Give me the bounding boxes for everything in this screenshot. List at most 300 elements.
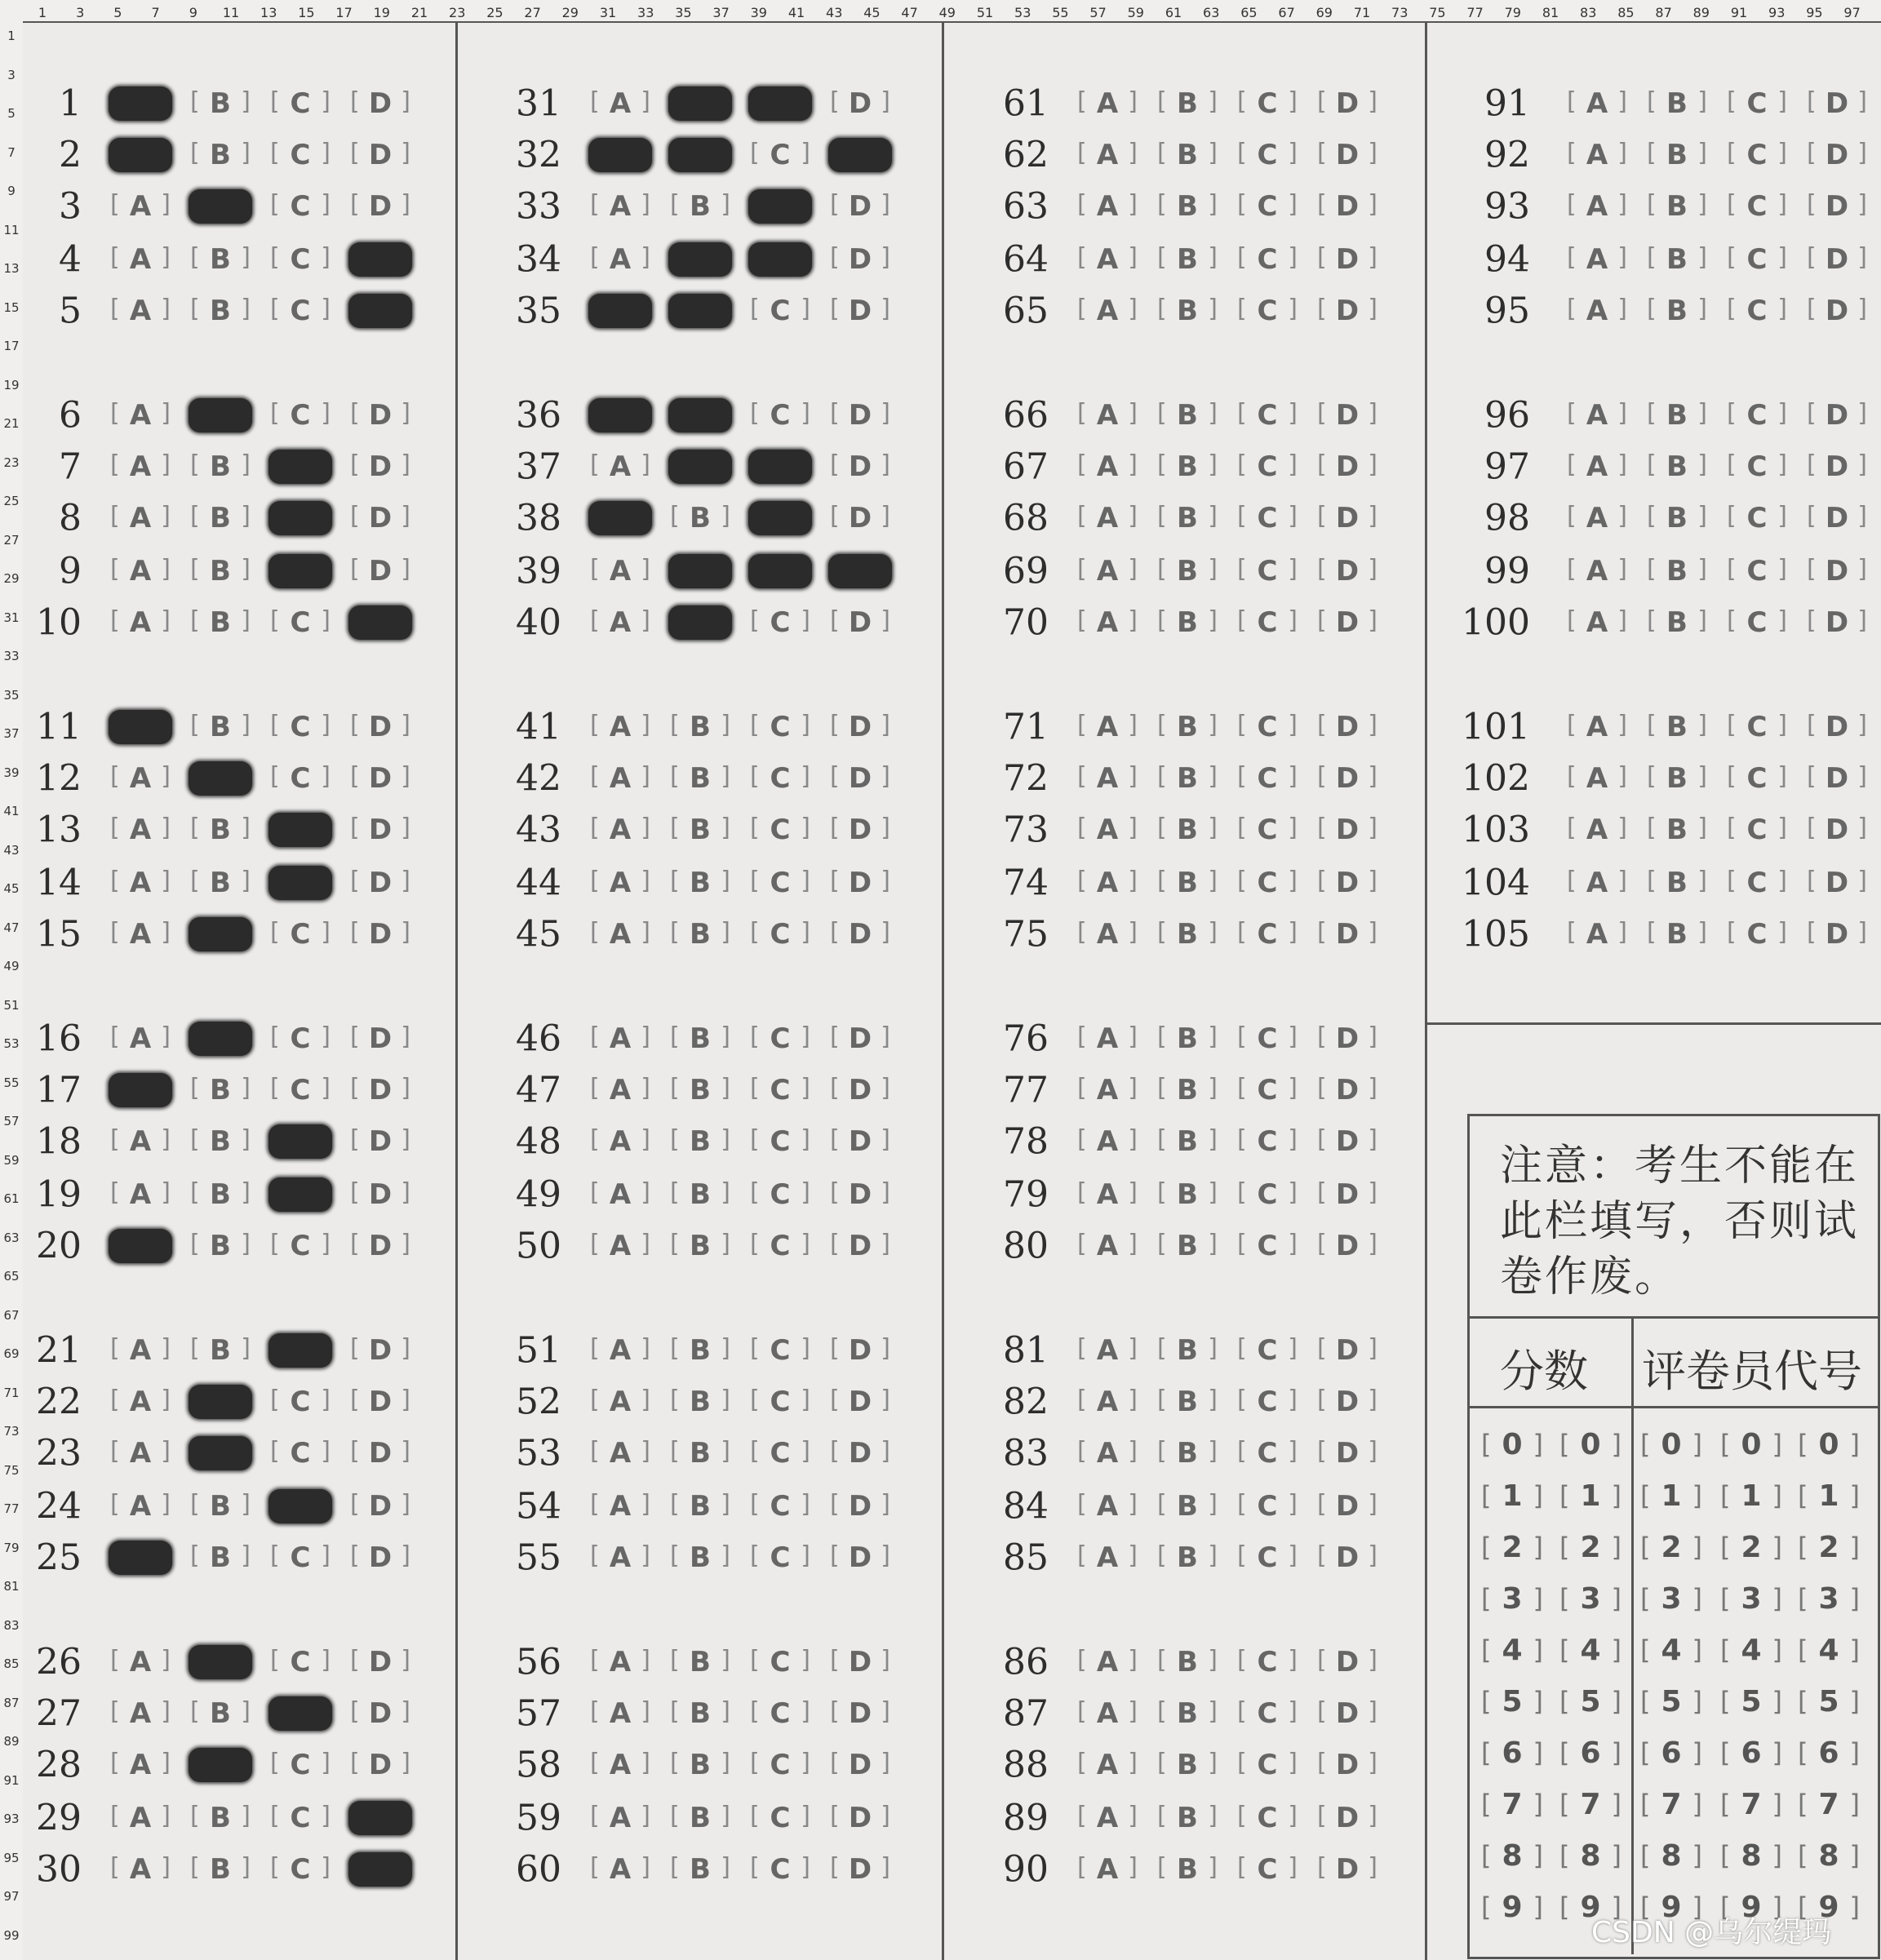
answer-bubble-c[interactable]: [ C ]	[748, 866, 812, 900]
answer-bubble-b[interactable]: [ B ]	[189, 1801, 252, 1835]
answer-bubble-a[interactable]: [ A ]	[1076, 1022, 1139, 1056]
answer-bubble-b[interactable]: [ B ]	[1156, 813, 1219, 847]
answer-bubble-a[interactable]: [ A ]	[1076, 1229, 1139, 1263]
answer-bubble-c[interactable]: [ C ]	[1725, 866, 1789, 900]
answer-bubble-a[interactable]: [ A ]	[1565, 86, 1629, 121]
answer-bubble-a[interactable]: [ A ]	[1076, 1124, 1139, 1159]
answer-bubble-a[interactable]: [ A ]	[588, 450, 652, 484]
answer-bubble-a[interactable]: [ A ]	[1565, 605, 1629, 640]
answer-bubble-b[interactable]: [ B ]	[189, 1852, 252, 1887]
answer-bubble-d[interactable]: [ D ]	[828, 605, 892, 640]
answer-bubble-a[interactable]: [ A ]	[109, 917, 172, 951]
digit-bubble[interactable]: [ 7 ]	[1558, 1786, 1623, 1822]
answer-bubble-b[interactable]: [ B ]	[1156, 554, 1219, 588]
answer-bubble-d[interactable]: [ D ]	[1315, 1801, 1379, 1835]
answer-bubble-c[interactable]: [ C ]	[1725, 554, 1789, 588]
answer-bubble-c[interactable]	[268, 554, 332, 588]
answer-bubble-b[interactable]: [ B ]	[1156, 761, 1219, 796]
answer-bubble-d[interactable]: [ D ]	[828, 1748, 892, 1782]
digit-bubble[interactable]: [ 3 ]	[1719, 1581, 1784, 1616]
answer-bubble-c[interactable]	[268, 450, 332, 484]
answer-bubble-c[interactable]: [ C ]	[1236, 189, 1299, 224]
answer-bubble-b[interactable]: [ B ]	[668, 710, 732, 744]
answer-bubble-c[interactable]: [ C ]	[1725, 189, 1789, 224]
answer-bubble-d[interactable]: [ D ]	[348, 554, 412, 588]
answer-bubble-c[interactable]	[748, 501, 812, 535]
answer-bubble-d[interactable]: [ D ]	[1315, 1696, 1379, 1731]
answer-bubble-b[interactable]: [ B ]	[1156, 866, 1219, 900]
answer-bubble-c[interactable]: [ C ]	[1725, 761, 1789, 796]
answer-bubble-d[interactable]: [ D ]	[828, 189, 892, 224]
answer-bubble-b[interactable]: [ B ]	[189, 1124, 252, 1159]
answer-bubble-c[interactable]: [ C ]	[1236, 1177, 1299, 1212]
answer-bubble-b[interactable]: [ B ]	[1645, 605, 1709, 640]
answer-bubble-d[interactable]: [ D ]	[1805, 554, 1869, 588]
answer-bubble-d[interactable]: [ D ]	[1315, 1541, 1379, 1575]
answer-bubble-b[interactable]	[189, 1022, 252, 1056]
answer-bubble-a[interactable]: [ A ]	[109, 1748, 172, 1782]
answer-bubble-c[interactable]: [ C ]	[748, 761, 812, 796]
answer-bubble-c[interactable]: [ C ]	[268, 1385, 332, 1419]
answer-bubble-b[interactable]	[189, 761, 252, 796]
answer-bubble-d[interactable]: [ D ]	[1315, 1177, 1379, 1212]
digit-bubble[interactable]: [ 4 ]	[1639, 1632, 1704, 1668]
answer-bubble-b[interactable]: [ B ]	[189, 605, 252, 640]
answer-bubble-c[interactable]: [ C ]	[268, 294, 332, 328]
answer-bubble-a[interactable]: [ A ]	[588, 86, 652, 121]
answer-bubble-a[interactable]: [ A ]	[1076, 294, 1139, 328]
answer-bubble-c[interactable]: [ C ]	[1236, 605, 1299, 640]
answer-bubble-a[interactable]: [ A ]	[1076, 1333, 1139, 1368]
digit-bubble[interactable]: [ 6 ]	[1719, 1735, 1784, 1771]
answer-bubble-d[interactable]: [ D ]	[1315, 605, 1379, 640]
answer-bubble-a[interactable]: [ A ]	[1565, 813, 1629, 847]
answer-bubble-d[interactable]: [ D ]	[828, 917, 892, 951]
digit-bubble[interactable]: [ 9 ]	[1719, 1889, 1784, 1925]
answer-bubble-b[interactable]: [ B ]	[1645, 86, 1709, 121]
answer-bubble-b[interactable]: [ B ]	[189, 1489, 252, 1523]
answer-bubble-d[interactable]: [ D ]	[348, 1696, 412, 1731]
answer-bubble-b[interactable]	[189, 917, 252, 951]
answer-bubble-c[interactable]: [ C ]	[1236, 917, 1299, 951]
answer-bubble-a[interactable]: [ A ]	[109, 1022, 172, 1056]
answer-bubble-c[interactable]	[268, 501, 332, 535]
answer-bubble-b[interactable]: [ B ]	[1156, 294, 1219, 328]
digit-bubble[interactable]: [ 5 ]	[1719, 1683, 1784, 1719]
answer-bubble-c[interactable]: [ C ]	[1236, 1229, 1299, 1263]
answer-bubble-a[interactable]	[109, 1073, 172, 1107]
answer-bubble-d[interactable]: [ D ]	[828, 294, 892, 328]
answer-bubble-a[interactable]: [ A ]	[109, 1177, 172, 1212]
answer-bubble-c[interactable]: [ C ]	[268, 189, 332, 224]
answer-bubble-b[interactable]: [ B ]	[1645, 917, 1709, 951]
digit-bubble[interactable]: [ 2 ]	[1796, 1529, 1861, 1565]
answer-bubble-d[interactable]: [ D ]	[1315, 138, 1379, 172]
answer-bubble-d[interactable]: [ D ]	[348, 450, 412, 484]
answer-bubble-b[interactable]: [ B ]	[1156, 1645, 1219, 1679]
answer-bubble-c[interactable]: [ C ]	[1236, 866, 1299, 900]
answer-bubble-a[interactable]: [ A ]	[588, 1541, 652, 1575]
answer-bubble-a[interactable]: [ A ]	[1076, 1748, 1139, 1782]
answer-bubble-c[interactable]	[268, 1124, 332, 1159]
answer-bubble-c[interactable]: [ C ]	[268, 1022, 332, 1056]
answer-bubble-b[interactable]: [ B ]	[668, 1748, 732, 1782]
answer-bubble-b[interactable]: [ B ]	[1156, 1489, 1219, 1523]
answer-bubble-a[interactable]: [ A ]	[1076, 605, 1139, 640]
answer-bubble-b[interactable]: [ B ]	[1645, 294, 1709, 328]
answer-bubble-c[interactable]: [ C ]	[1236, 398, 1299, 432]
answer-bubble-b[interactable]: [ B ]	[1156, 398, 1219, 432]
answer-bubble-a[interactable]: [ A ]	[109, 1645, 172, 1679]
answer-bubble-a[interactable]	[588, 501, 652, 535]
answer-bubble-a[interactable]: [ A ]	[588, 761, 652, 796]
answer-bubble-c[interactable]: [ C ]	[748, 917, 812, 951]
answer-bubble-c[interactable]: [ C ]	[268, 1229, 332, 1263]
answer-bubble-b[interactable]: [ B ]	[189, 554, 252, 588]
answer-bubble-a[interactable]: [ A ]	[1076, 450, 1139, 484]
digit-bubble[interactable]: [ 7 ]	[1639, 1786, 1704, 1822]
answer-bubble-d[interactable]: [ D ]	[1315, 1436, 1379, 1470]
answer-bubble-a[interactable]: [ A ]	[588, 1645, 652, 1679]
answer-bubble-a[interactable]: [ A ]	[588, 710, 652, 744]
answer-bubble-d[interactable]: [ D ]	[1315, 761, 1379, 796]
answer-bubble-d[interactable]: [ D ]	[1315, 1645, 1379, 1679]
answer-bubble-d[interactable]: [ D ]	[1315, 450, 1379, 484]
answer-bubble-a[interactable]: [ A ]	[1076, 1385, 1139, 1419]
answer-bubble-d[interactable]: [ D ]	[828, 1852, 892, 1887]
answer-bubble-a[interactable]: [ A ]	[1076, 866, 1139, 900]
answer-bubble-b[interactable]: [ B ]	[1645, 866, 1709, 900]
answer-bubble-b[interactable]: [ B ]	[1645, 398, 1709, 432]
answer-bubble-d[interactable]: [ D ]	[348, 1229, 412, 1263]
answer-bubble-d[interactable]: [ D ]	[1315, 1124, 1379, 1159]
digit-bubble[interactable]: [ 2 ]	[1719, 1529, 1784, 1565]
answer-bubble-d[interactable]: [ D ]	[828, 1645, 892, 1679]
answer-bubble-a[interactable]: [ A ]	[1076, 554, 1139, 588]
answer-bubble-c[interactable]: [ C ]	[1725, 501, 1789, 535]
answer-bubble-a[interactable]: [ A ]	[588, 1696, 652, 1731]
answer-bubble-b[interactable]: [ B ]	[1645, 138, 1709, 172]
answer-bubble-a[interactable]: [ A ]	[588, 1748, 652, 1782]
answer-bubble-c[interactable]: [ C ]	[748, 813, 812, 847]
answer-bubble-b[interactable]: [ B ]	[668, 813, 732, 847]
digit-bubble[interactable]: [ 6 ]	[1558, 1735, 1623, 1771]
digit-bubble[interactable]: [ 9 ]	[1480, 1889, 1545, 1925]
answer-bubble-c[interactable]: [ C ]	[1725, 813, 1789, 847]
answer-bubble-d[interactable]: [ D ]	[828, 1801, 892, 1835]
answer-bubble-c[interactable]: [ C ]	[1236, 761, 1299, 796]
answer-bubble-a[interactable]: [ A ]	[1076, 1489, 1139, 1523]
digit-bubble[interactable]: [ 3 ]	[1480, 1581, 1545, 1616]
answer-bubble-d[interactable]: [ D ]	[348, 710, 412, 744]
answer-bubble-a[interactable]: [ A ]	[1076, 761, 1139, 796]
answer-bubble-d[interactable]: [ D ]	[828, 1124, 892, 1159]
answer-bubble-b[interactable]: [ B ]	[189, 450, 252, 484]
answer-bubble-a[interactable]: [ A ]	[588, 1436, 652, 1470]
answer-bubble-b[interactable]: [ B ]	[189, 86, 252, 121]
answer-bubble-a[interactable]	[109, 138, 172, 172]
answer-bubble-a[interactable]: [ A ]	[109, 866, 172, 900]
digit-bubble[interactable]: [ 4 ]	[1480, 1632, 1545, 1668]
answer-bubble-b[interactable]: [ B ]	[668, 1645, 732, 1679]
answer-bubble-a[interactable]: [ A ]	[1076, 1696, 1139, 1731]
answer-bubble-b[interactable]	[189, 1385, 252, 1419]
answer-bubble-d[interactable]: [ D ]	[1315, 710, 1379, 744]
answer-bubble-d[interactable]: [ D ]	[828, 1541, 892, 1575]
answer-bubble-a[interactable]: [ A ]	[1076, 1852, 1139, 1887]
digit-bubble[interactable]: [ 1 ]	[1796, 1478, 1861, 1514]
answer-bubble-b[interactable]: [ B ]	[1645, 761, 1709, 796]
answer-bubble-a[interactable]	[109, 1541, 172, 1575]
answer-bubble-c[interactable]	[748, 554, 812, 588]
answer-bubble-a[interactable]	[109, 86, 172, 121]
answer-bubble-c[interactable]: [ C ]	[1725, 605, 1789, 640]
answer-bubble-a[interactable]: [ A ]	[588, 1229, 652, 1263]
answer-bubble-b[interactable]	[668, 242, 732, 277]
answer-bubble-c[interactable]: [ C ]	[1236, 1541, 1299, 1575]
answer-bubble-b[interactable]: [ B ]	[1645, 450, 1709, 484]
answer-bubble-d[interactable]	[828, 138, 892, 172]
answer-bubble-d[interactable]	[828, 554, 892, 588]
answer-bubble-b[interactable]: [ B ]	[1156, 1022, 1219, 1056]
answer-bubble-b[interactable]: [ B ]	[668, 917, 732, 951]
answer-bubble-c[interactable]: [ C ]	[748, 1124, 812, 1159]
answer-bubble-d[interactable]: [ D ]	[348, 501, 412, 535]
answer-bubble-b[interactable]: [ B ]	[1645, 710, 1709, 744]
answer-bubble-d[interactable]: [ D ]	[348, 1748, 412, 1782]
digit-bubble[interactable]: [ 3 ]	[1639, 1581, 1704, 1616]
digit-bubble[interactable]: [ 8 ]	[1639, 1838, 1704, 1874]
answer-bubble-d[interactable]: [ D ]	[1805, 242, 1869, 277]
answer-bubble-c[interactable]	[268, 1177, 332, 1212]
digit-bubble[interactable]: [ 5 ]	[1558, 1683, 1623, 1719]
answer-bubble-a[interactable]: [ A ]	[109, 1801, 172, 1835]
answer-bubble-a[interactable]: [ A ]	[109, 294, 172, 328]
answer-bubble-b[interactable]: [ B ]	[1156, 138, 1219, 172]
answer-bubble-c[interactable]: [ C ]	[748, 1177, 812, 1212]
answer-bubble-c[interactable]: [ C ]	[1236, 138, 1299, 172]
answer-bubble-a[interactable]: [ A ]	[1565, 917, 1629, 951]
answer-bubble-d[interactable]: [ D ]	[828, 761, 892, 796]
digit-bubble[interactable]: [ 6 ]	[1639, 1735, 1704, 1771]
answer-bubble-b[interactable]: [ B ]	[189, 1333, 252, 1368]
answer-bubble-b[interactable]	[668, 605, 732, 640]
answer-bubble-b[interactable]: [ B ]	[189, 1541, 252, 1575]
answer-bubble-c[interactable]: [ C ]	[268, 398, 332, 432]
answer-bubble-d[interactable]: [ D ]	[1315, 86, 1379, 121]
answer-bubble-b[interactable]: [ B ]	[1156, 917, 1219, 951]
digit-bubble[interactable]: [ 8 ]	[1796, 1838, 1861, 1874]
answer-bubble-b[interactable]: [ B ]	[1156, 189, 1219, 224]
answer-bubble-a[interactable]	[588, 398, 652, 432]
answer-bubble-c[interactable]: [ C ]	[268, 917, 332, 951]
answer-bubble-b[interactable]: [ B ]	[1156, 1073, 1219, 1107]
answer-bubble-a[interactable]: [ A ]	[1565, 710, 1629, 744]
answer-bubble-d[interactable]: [ D ]	[1805, 813, 1869, 847]
answer-bubble-d[interactable]: [ D ]	[348, 1022, 412, 1056]
answer-bubble-c[interactable]: [ C ]	[1236, 813, 1299, 847]
answer-bubble-b[interactable]: [ B ]	[1156, 1541, 1219, 1575]
answer-bubble-d[interactable]: [ D ]	[1805, 398, 1869, 432]
answer-bubble-d[interactable]: [ D ]	[1805, 605, 1869, 640]
answer-bubble-c[interactable]: [ C ]	[268, 710, 332, 744]
answer-bubble-d[interactable]: [ D ]	[348, 1436, 412, 1470]
answer-bubble-c[interactable]: [ C ]	[748, 138, 812, 172]
answer-bubble-c[interactable]: [ C ]	[748, 1696, 812, 1731]
answer-bubble-b[interactable]: [ B ]	[189, 866, 252, 900]
answer-bubble-b[interactable]: [ B ]	[668, 1385, 732, 1419]
answer-bubble-d[interactable]: [ D ]	[1805, 450, 1869, 484]
answer-bubble-a[interactable]: [ A ]	[588, 1022, 652, 1056]
answer-bubble-d[interactable]: [ D ]	[1805, 761, 1869, 796]
answer-bubble-d[interactable]: [ D ]	[1315, 554, 1379, 588]
answer-bubble-c[interactable]: [ C ]	[748, 1541, 812, 1575]
answer-bubble-d[interactable]: [ D ]	[828, 1385, 892, 1419]
answer-bubble-b[interactable]: [ B ]	[1156, 1852, 1219, 1887]
answer-bubble-a[interactable]: [ A ]	[588, 242, 652, 277]
answer-bubble-b[interactable]: [ B ]	[1156, 1229, 1219, 1263]
answer-bubble-c[interactable]: [ C ]	[748, 605, 812, 640]
answer-bubble-b[interactable]: [ B ]	[1645, 554, 1709, 588]
answer-bubble-c[interactable]: [ C ]	[268, 605, 332, 640]
digit-bubble[interactable]: [ 4 ]	[1719, 1632, 1784, 1668]
answer-bubble-b[interactable]: [ B ]	[1156, 1696, 1219, 1731]
answer-bubble-a[interactable]: [ A ]	[109, 189, 172, 224]
answer-bubble-d[interactable]: [ D ]	[828, 86, 892, 121]
digit-bubble[interactable]: [ 0 ]	[1558, 1426, 1623, 1462]
answer-bubble-b[interactable]	[668, 86, 732, 121]
answer-bubble-a[interactable]: [ A ]	[588, 813, 652, 847]
answer-bubble-b[interactable]: [ B ]	[1156, 86, 1219, 121]
answer-bubble-c[interactable]: [ C ]	[268, 242, 332, 277]
answer-bubble-d[interactable]: [ D ]	[1805, 917, 1869, 951]
answer-bubble-d[interactable]: [ D ]	[1315, 813, 1379, 847]
digit-bubble[interactable]: [ 1 ]	[1480, 1478, 1545, 1514]
answer-bubble-a[interactable]: [ A ]	[109, 1436, 172, 1470]
answer-bubble-d[interactable]: [ D ]	[1315, 1333, 1379, 1368]
answer-bubble-a[interactable]: [ A ]	[109, 761, 172, 796]
answer-bubble-c[interactable]	[748, 450, 812, 484]
digit-bubble[interactable]: [ 3 ]	[1796, 1581, 1861, 1616]
answer-bubble-a[interactable]	[588, 138, 652, 172]
answer-bubble-b[interactable]: [ B ]	[189, 242, 252, 277]
answer-bubble-b[interactable]: [ B ]	[189, 1073, 252, 1107]
answer-bubble-c[interactable]: [ C ]	[748, 1436, 812, 1470]
answer-bubble-b[interactable]	[189, 189, 252, 224]
answer-bubble-b[interactable]: [ B ]	[668, 1541, 732, 1575]
answer-bubble-c[interactable]: [ C ]	[268, 1748, 332, 1782]
answer-bubble-c[interactable]	[268, 866, 332, 900]
answer-bubble-a[interactable]: [ A ]	[588, 1333, 652, 1368]
answer-bubble-b[interactable]: [ B ]	[668, 866, 732, 900]
answer-bubble-b[interactable]: [ B ]	[668, 761, 732, 796]
digit-bubble[interactable]: [ 7 ]	[1480, 1786, 1545, 1822]
answer-bubble-b[interactable]: [ B ]	[189, 1696, 252, 1731]
answer-bubble-c[interactable]	[268, 1489, 332, 1523]
answer-bubble-c[interactable]: [ C ]	[1725, 450, 1789, 484]
answer-bubble-d[interactable]: [ D ]	[828, 813, 892, 847]
answer-bubble-b[interactable]: [ B ]	[1156, 710, 1219, 744]
digit-bubble[interactable]: [ 0 ]	[1639, 1426, 1704, 1462]
answer-bubble-d[interactable]: [ D ]	[348, 1541, 412, 1575]
answer-bubble-c[interactable]: [ C ]	[748, 1801, 812, 1835]
digit-bubble[interactable]: [ 0 ]	[1480, 1426, 1545, 1462]
answer-bubble-c[interactable]: [ C ]	[268, 1645, 332, 1679]
answer-bubble-b[interactable]	[189, 1436, 252, 1470]
answer-bubble-a[interactable]: [ A ]	[588, 1852, 652, 1887]
digit-bubble[interactable]: [ 6 ]	[1796, 1735, 1861, 1771]
answer-bubble-d[interactable]: [ D ]	[828, 242, 892, 277]
answer-bubble-c[interactable]: [ C ]	[748, 710, 812, 744]
digit-bubble[interactable]: [ 2 ]	[1639, 1529, 1704, 1565]
answer-bubble-b[interactable]	[668, 294, 732, 328]
answer-bubble-c[interactable]: [ C ]	[748, 1333, 812, 1368]
answer-bubble-d[interactable]: [ D ]	[1315, 1229, 1379, 1263]
answer-bubble-d[interactable]: [ D ]	[348, 1645, 412, 1679]
answer-bubble-d[interactable]: [ D ]	[1315, 1385, 1379, 1419]
answer-bubble-d[interactable]: [ D ]	[1315, 398, 1379, 432]
answer-bubble-c[interactable]: [ C ]	[1236, 1333, 1299, 1368]
answer-bubble-c[interactable]	[748, 242, 812, 277]
answer-bubble-d[interactable]: [ D ]	[828, 1229, 892, 1263]
answer-bubble-a[interactable]: [ A ]	[1565, 866, 1629, 900]
answer-bubble-c[interactable]: [ C ]	[1236, 1489, 1299, 1523]
answer-bubble-b[interactable]: [ B ]	[668, 189, 732, 224]
answer-bubble-a[interactable]: [ A ]	[109, 450, 172, 484]
answer-bubble-c[interactable]: [ C ]	[268, 761, 332, 796]
answer-bubble-c[interactable]: [ C ]	[1236, 554, 1299, 588]
answer-bubble-c[interactable]: [ C ]	[1236, 242, 1299, 277]
answer-bubble-b[interactable]: [ B ]	[1156, 242, 1219, 277]
answer-bubble-b[interactable]: [ B ]	[189, 138, 252, 172]
answer-bubble-a[interactable]: [ A ]	[588, 189, 652, 224]
answer-bubble-b[interactable]	[668, 138, 732, 172]
answer-bubble-c[interactable]: [ C ]	[1236, 294, 1299, 328]
answer-bubble-a[interactable]: [ A ]	[588, 917, 652, 951]
answer-bubble-c[interactable]: [ C ]	[268, 1852, 332, 1887]
answer-bubble-b[interactable]: [ B ]	[1156, 1748, 1219, 1782]
digit-bubble[interactable]: [ 5 ]	[1796, 1683, 1861, 1719]
answer-bubble-b[interactable]: [ B ]	[189, 501, 252, 535]
digit-bubble[interactable]: [ 8 ]	[1480, 1838, 1545, 1874]
answer-bubble-b[interactable]: [ B ]	[189, 1229, 252, 1263]
digit-bubble[interactable]: [ 2 ]	[1480, 1529, 1545, 1565]
digit-bubble[interactable]: [ 0 ]	[1796, 1426, 1861, 1462]
answer-bubble-b[interactable]: [ B ]	[1645, 189, 1709, 224]
answer-bubble-c[interactable]: [ C ]	[748, 294, 812, 328]
answer-bubble-d[interactable]	[348, 294, 412, 328]
answer-bubble-c[interactable]: [ C ]	[268, 86, 332, 121]
answer-bubble-d[interactable]: [ D ]	[1315, 1852, 1379, 1887]
answer-bubble-d[interactable]: [ D ]	[348, 1489, 412, 1523]
answer-bubble-a[interactable]	[109, 710, 172, 744]
answer-bubble-c[interactable]: [ C ]	[1725, 242, 1789, 277]
answer-bubble-d[interactable]: [ D ]	[348, 761, 412, 796]
answer-bubble-d[interactable]: [ D ]	[348, 138, 412, 172]
answer-bubble-a[interactable]: [ A ]	[1076, 86, 1139, 121]
answer-bubble-c[interactable]: [ C ]	[1236, 1124, 1299, 1159]
answer-bubble-c[interactable]: [ C ]	[748, 1385, 812, 1419]
answer-bubble-c[interactable]: [ C ]	[1236, 1852, 1299, 1887]
answer-bubble-d[interactable]: [ D ]	[1315, 1489, 1379, 1523]
answer-bubble-d[interactable]	[348, 242, 412, 277]
answer-bubble-c[interactable]: [ C ]	[1236, 710, 1299, 744]
answer-bubble-a[interactable]: [ A ]	[1076, 1801, 1139, 1835]
answer-bubble-c[interactable]: [ C ]	[748, 1748, 812, 1782]
digit-bubble[interactable]: [ 3 ]	[1558, 1581, 1623, 1616]
answer-bubble-c[interactable]: [ C ]	[1236, 1748, 1299, 1782]
answer-bubble-a[interactable]: [ A ]	[109, 1333, 172, 1368]
